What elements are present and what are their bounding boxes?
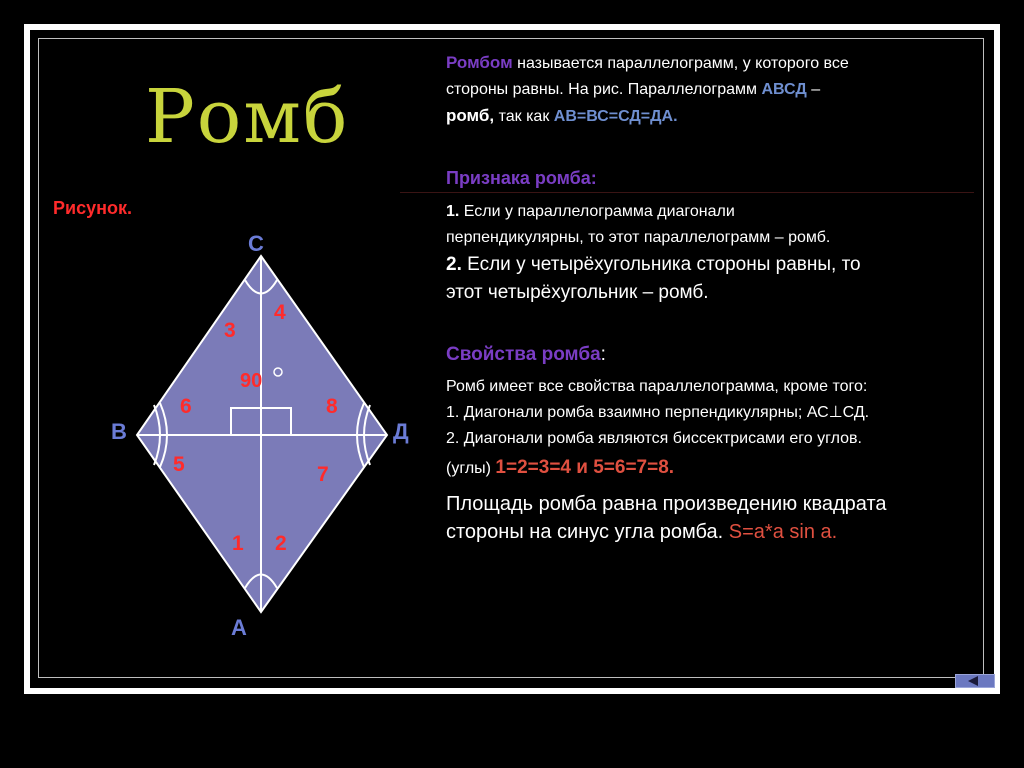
vertex-label-c: С xyxy=(248,231,264,256)
sides-equality: АВ=ВС=СД=ДА. xyxy=(553,108,678,125)
sign-1-text-1: Если у параллелограмма диагонали xyxy=(459,203,735,220)
back-arrow-icon xyxy=(968,676,978,686)
properties-colon: : xyxy=(600,344,606,365)
property-line-3: 2. Диагонали ромба являются биссектрисами его углов. xyxy=(446,430,862,447)
sign-1-number: 1. xyxy=(446,203,460,220)
angle-label-8: 8 xyxy=(326,395,338,418)
area-text-2: стороны на синус угла ромба. xyxy=(446,521,729,543)
definition-text-2: стороны равны. На рис. Параллелограмм xyxy=(446,81,762,98)
angles-equality: 1=2=3=4 и 5=6=7=8. xyxy=(495,457,675,478)
angle-label-6: 6 xyxy=(180,395,192,418)
sign-1 xyxy=(446,199,830,251)
sign-2-line-2: этот четырёхугольник – ромб. xyxy=(446,282,709,303)
definition-block xyxy=(446,50,849,130)
slide-title: Ромб xyxy=(145,74,350,160)
term-romb: Ромбом xyxy=(446,53,513,72)
vertex-label-b: В xyxy=(111,419,127,444)
figure-caption: Рисунок. xyxy=(53,198,132,218)
definition-text-3: так как xyxy=(494,108,554,125)
sign-2-text-1: Если у четырёхугольника стороны равны, то xyxy=(461,254,861,275)
angle-label-5: 5 xyxy=(173,453,185,476)
sign-1-line-2: перпендикулярны, то этот параллелограмм – ромб. xyxy=(446,229,831,246)
definition-text-1: называется параллелограмм, у которого все xyxy=(512,55,849,72)
area-formula: S=a*a sin a. xyxy=(728,521,838,543)
vertex-label-d: Д xyxy=(393,419,409,444)
property-line-4 xyxy=(446,452,869,485)
right-angle-value: 90 xyxy=(240,370,263,392)
properties-list xyxy=(446,374,869,485)
back-button[interactable] xyxy=(955,674,995,688)
sign-2-number: 2. xyxy=(446,254,462,275)
property-line-1: Ромб имеет все свойства параллелограмма, кроме того: xyxy=(446,378,868,395)
area-block xyxy=(446,490,887,546)
angle-label-7: 7 xyxy=(317,463,329,486)
definition-line-1 xyxy=(446,50,849,77)
abcd-label: АВСД xyxy=(761,81,807,98)
sign-2 xyxy=(446,251,861,307)
signs-heading: Признака ромба: xyxy=(446,168,597,188)
angle-label-3: 3 xyxy=(224,319,236,342)
properties-heading xyxy=(446,344,606,366)
sign-2-line-1 xyxy=(446,251,861,279)
definition-line-3 xyxy=(446,103,849,130)
heading-divider xyxy=(400,192,974,193)
definition-dash: – xyxy=(806,81,821,98)
definition-line-2 xyxy=(446,77,849,103)
angle-label-4: 4 xyxy=(274,301,286,324)
vertex-label-a: А xyxy=(231,615,247,640)
sign-1-line-1 xyxy=(446,199,830,225)
properties-heading-text: Свойства ромба xyxy=(446,344,601,365)
area-line-2 xyxy=(446,518,887,546)
property-line-2: 1. Диагонали ромба взаимно перпендикулярны; АС⊥СД. xyxy=(446,404,870,421)
angle-label-2: 2 xyxy=(275,532,287,555)
property-line-4-prefix: (углы) xyxy=(446,460,496,477)
romb-word: ромб, xyxy=(446,106,495,125)
rhombus-diagram xyxy=(100,225,420,645)
area-line-1: Площадь ромба равна произведению квадрата xyxy=(446,493,887,515)
angle-label-1: 1 xyxy=(232,532,244,555)
